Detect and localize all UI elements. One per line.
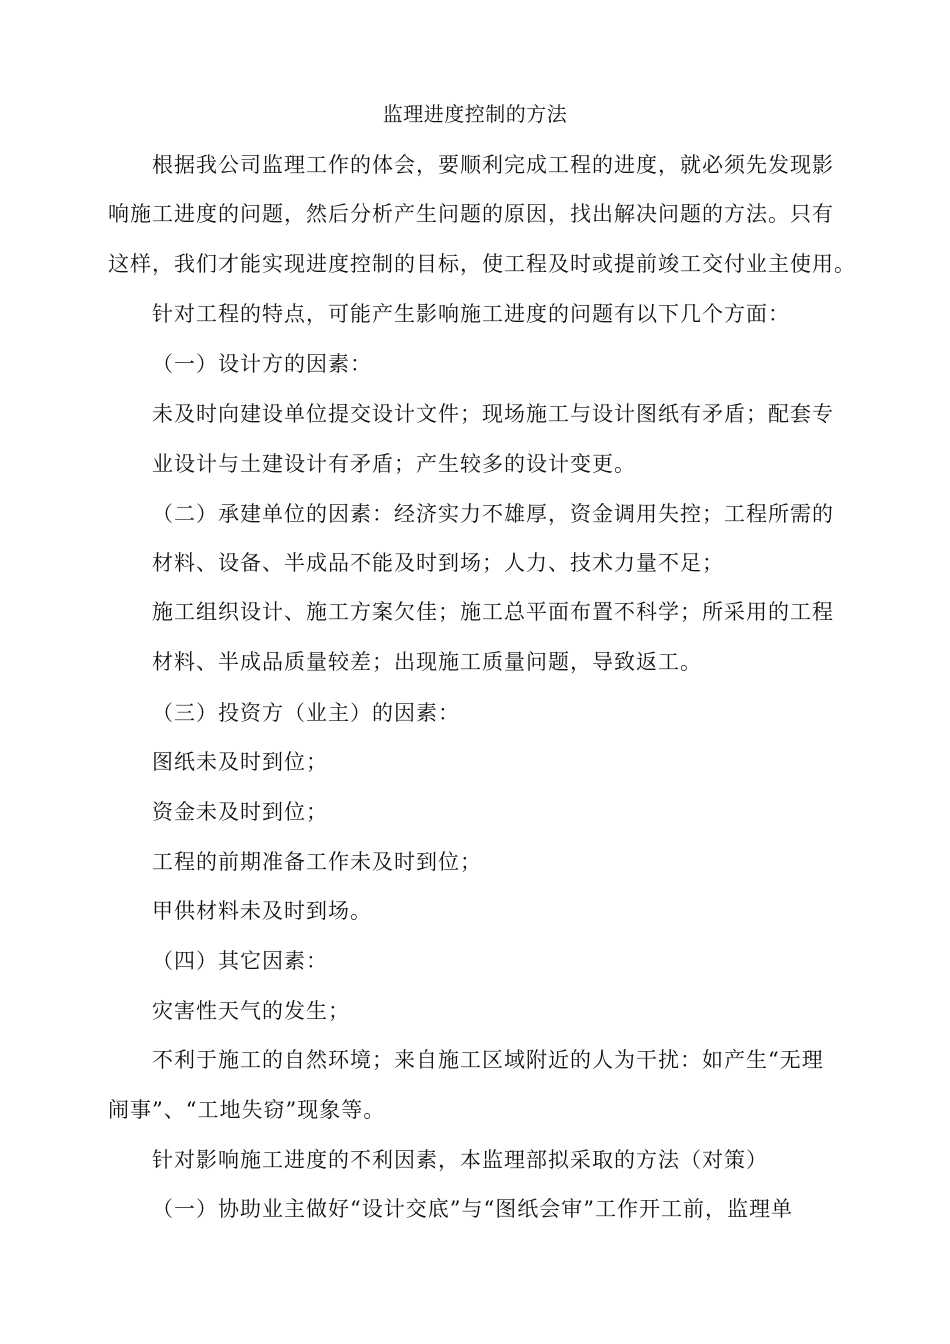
paragraph-line: 这样，我们才能实现进度控制的目标，使工程及时或提前竣工交付业主使用。: [108, 252, 856, 276]
paragraph-line: 材料、半成品质量较差；出现施工质量问题，导致返工。: [152, 650, 702, 674]
section-heading: （一）设计方的因素：: [152, 352, 372, 376]
section-heading: （二）承建单位的因素：经济实力不雄厚，资金调用失控；工程所需的: [152, 502, 834, 526]
list-item: 工程的前期准备工作未及时到位；: [152, 850, 482, 874]
section-heading: （一）协助业主做好“设计交底”与“图纸会审”工作开工前，监理单: [152, 1197, 793, 1221]
section-heading: （三）投资方（业主）的因素：: [152, 701, 460, 725]
paragraph-line: 业设计与土建设计有矛盾；产生较多的设计变更。: [152, 452, 636, 476]
paragraph-line: 针对工程的特点，可能产生影响施工进度的问题有以下几个方面：: [152, 302, 790, 326]
list-item: 资金未及时到位；: [152, 800, 328, 824]
paragraph-line: 针对影响施工进度的不利因素，本监理部拟采取的方法（对策）: [152, 1148, 768, 1172]
list-item: 图纸未及时到位；: [152, 750, 328, 774]
list-item: 灾害性天气的发生；: [152, 999, 350, 1023]
document-title: 监理进度控制的方法: [382, 102, 568, 126]
list-item: 甲供材料未及时到场。: [152, 899, 372, 923]
section-heading: （四）其它因素：: [152, 949, 328, 973]
paragraph-line: 响施工进度的问题，然后分析产生问题的原因，找出解决问题的方法。只有: [108, 202, 834, 226]
paragraph-line: 根据我公司监理工作的体会，要顺利完成工程的进度，就必须先发现影: [152, 153, 834, 177]
paragraph-line: 未及时向建设单位提交设计文件；现场施工与设计图纸有矛盾；配套专: [152, 402, 834, 426]
paragraph-line: 闹事”、“工地失窃”现象等。: [108, 1098, 386, 1122]
paragraph-line: 不利于施工的自然环境；来自施工区域附近的人为干扰：如产生“无理: [152, 1048, 824, 1072]
paragraph-line: 材料、设备、半成品不能及时到场；人力、技术力量不足；: [152, 551, 724, 575]
paragraph-line: 施工组织设计、施工方案欠佳；施工总平面布置不科学；所采用的工程: [152, 600, 834, 624]
